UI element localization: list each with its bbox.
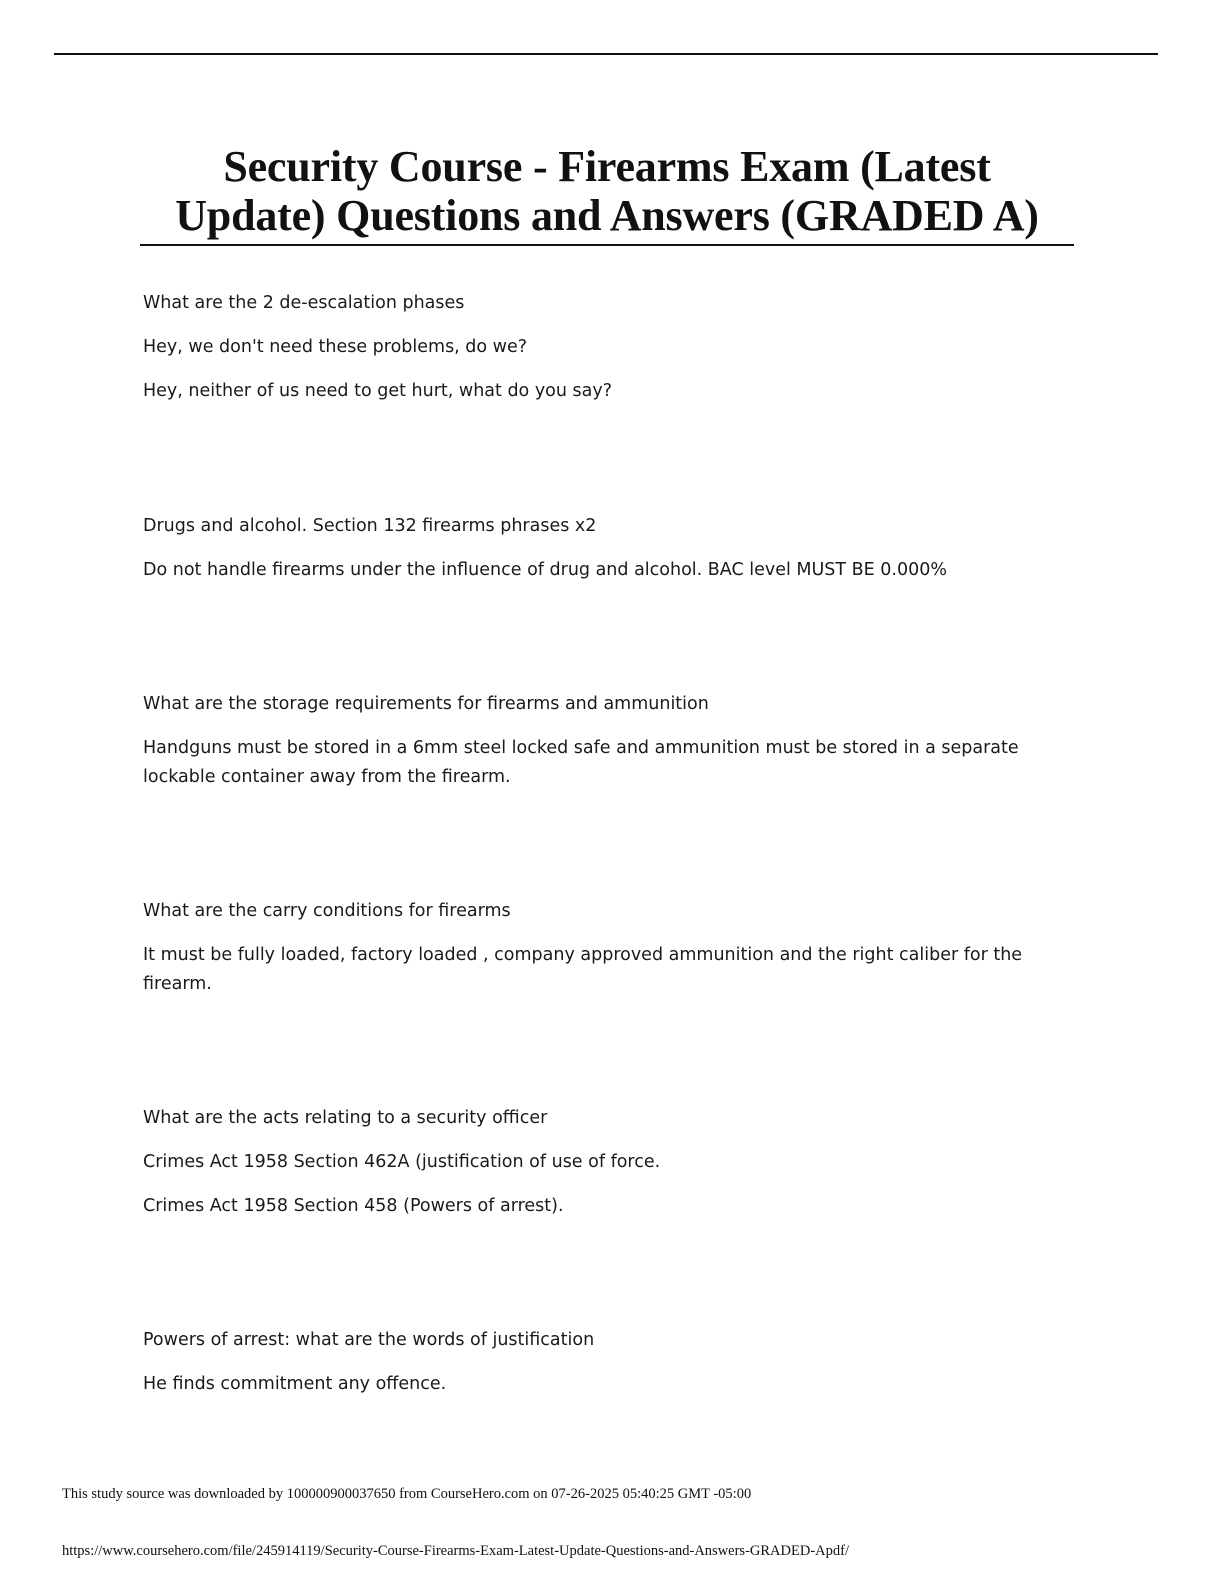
qa-item-6 (143, 1326, 1043, 1414)
title-line-1: Security Course - Firearms Exam (Latest (223, 142, 991, 191)
document-title (140, 142, 1074, 240)
answer-text: Crimes Act 1958 Section 462A (justification of use of force. (143, 1152, 661, 1172)
answer-text: Crimes Act 1958 Section 458 (Powers of arrest). (143, 1196, 564, 1216)
footer-url-link[interactable]: https://www.coursehero.com/file/245914119/Security-Course-Firearms-Exam-Latest-Update-Questions-and-Answers-GRADED-Apdf/ (62, 1543, 849, 1559)
top-rule (54, 53, 1158, 55)
qa-item-5 (143, 1104, 1043, 1236)
question-text: What are the storage requirements for firearms and ammunition (143, 694, 709, 714)
answer-text: Hey, we don't need these problems, do we? (143, 337, 528, 357)
title-line-2: Update) Questions and Answers (GRADED A) (175, 191, 1039, 240)
question-text: What are the 2 de-escalation phases (143, 293, 465, 313)
question-text: What are the carry conditions for firearms (143, 901, 511, 921)
question-text: What are the acts relating to a security officer (143, 1108, 548, 1128)
answer-text: He finds commitment any offence. (143, 1374, 447, 1394)
title-underline (140, 244, 1074, 246)
answer-text: It must be fully loaded, factory loaded , company approved ammunition and the right caliber for the firearm. (143, 945, 1023, 994)
footer-source-notice: This study source was downloaded by 100000900037650 from CourseHero.com on 07-26-2025 05:40:25 GMT -05:00 (62, 1486, 752, 1502)
qa-item-3 (143, 690, 1043, 807)
qa-item-4 (143, 897, 1043, 1014)
answer-text: Hey, neither of us need to get hurt, what do you say? (143, 381, 613, 401)
answer-text: Do not handle firearms under the influence of drug and alcohol. BAC level MUST BE 0.000% (143, 560, 948, 580)
question-text: Powers of arrest: what are the words of justification (143, 1330, 595, 1350)
qa-item-2 (143, 512, 1043, 600)
question-text: Drugs and alcohol. Section 132 firearms phrases x2 (143, 516, 597, 536)
answer-text: Handguns must be stored in a 6mm steel locked safe and ammunition must be stored in a separate lockable container away from the firearm. (143, 738, 1019, 787)
qa-item-1 (143, 289, 1043, 421)
